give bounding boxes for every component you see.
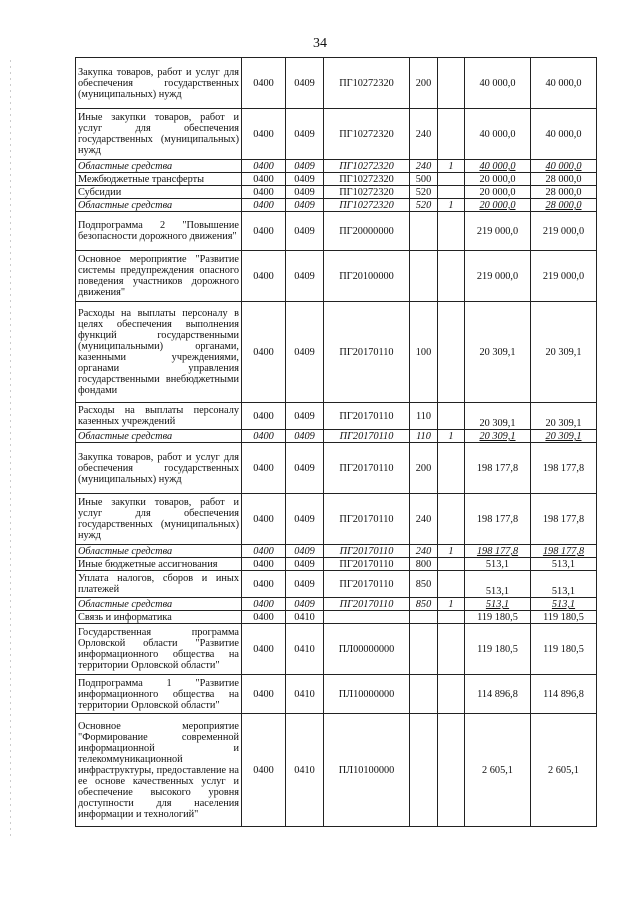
funding-source-cell: 1 [438,199,465,212]
row-name-cell: Иные бюджетные ассигнования [76,558,242,571]
table-row [76,186,597,199]
section-code-cell: 0400 [242,109,286,160]
subsection-code-cell: 0409 [286,545,324,558]
amount-year1-cell: 20 000,0 [465,199,531,212]
amount-year2-cell: 20 309,1 [531,430,597,443]
expense-type-cell: 240 [410,494,438,545]
expense-type-cell [410,624,438,675]
subsection-code-cell: 0409 [286,251,324,302]
subsection-code-cell: 0409 [286,598,324,611]
amount-year2-cell: 28 000,0 [531,186,597,199]
scan-margin-artifact [10,60,11,840]
funding-source-cell [438,251,465,302]
table-row [76,675,597,714]
expense-type-cell: 110 [410,430,438,443]
expense-type-cell: 520 [410,199,438,212]
subsection-code-cell: 0410 [286,611,324,624]
amount-year1-cell: 219 000,0 [465,251,531,302]
target-article-cell: ПГ20170110 [324,598,410,611]
table-row [76,443,597,494]
row-name-cell: Иные закупки товаров, работ и услуг для обеспечения государственных (муниципальных) нужд [76,109,242,160]
section-code-cell: 0400 [242,212,286,251]
row-name-cell: Субсидии [76,186,242,199]
subsection-code-cell: 0409 [286,571,324,598]
amount-year2-cell: 114 896,8 [531,675,597,714]
amount-year2-cell: 119 180,5 [531,624,597,675]
table-row [76,558,597,571]
funding-source-cell [438,675,465,714]
table-row [76,58,597,109]
table-row [76,430,597,443]
expense-type-cell: 240 [410,160,438,173]
amount-year2-cell: 198 177,8 [531,443,597,494]
amount-year1-cell: 20 000,0 [465,186,531,199]
funding-source-cell: 1 [438,160,465,173]
table-row [76,571,597,598]
expense-type-cell: 500 [410,173,438,186]
row-name-cell: Уплата налогов, сборов и иных платежей [76,571,242,598]
funding-source-cell [438,109,465,160]
subsection-code-cell: 0409 [286,430,324,443]
expense-type-cell: 800 [410,558,438,571]
subsection-code-cell: 0410 [286,714,324,827]
expense-type-cell: 200 [410,58,438,109]
section-code-cell: 0400 [242,624,286,675]
target-article-cell: ПГ10272320 [324,160,410,173]
funding-source-cell [438,58,465,109]
subsection-code-cell: 0409 [286,173,324,186]
section-code-cell: 0400 [242,251,286,302]
target-article-cell: ПГ10272320 [324,199,410,212]
amount-year1-cell: 119 180,5 [465,611,531,624]
amount-year1-cell: 2 605,1 [465,714,531,827]
section-code-cell: 0400 [242,675,286,714]
funding-source-cell [438,611,465,624]
table-row [76,173,597,186]
table-row [76,598,597,611]
subsection-code-cell: 0409 [286,186,324,199]
amount-year2-cell: 40 000,0 [531,160,597,173]
target-article-cell: ПГ20170110 [324,571,410,598]
target-article-cell: ПГ10272320 [324,186,410,199]
section-code-cell: 0400 [242,714,286,827]
target-article-cell: ПГ20170110 [324,494,410,545]
target-article-cell: ПГ10272320 [324,173,410,186]
amount-year1-cell: 20 000,0 [465,173,531,186]
amount-year1-cell: 20 309,1 [465,302,531,403]
amount-year2-cell: 513,1 [531,558,597,571]
table-row [76,611,597,624]
table-row [76,212,597,251]
section-code-cell: 0400 [242,558,286,571]
amount-year2-cell: 40 000,0 [531,109,597,160]
section-code-cell: 0400 [242,571,286,598]
amount-year1-cell: 20 309,1 [465,430,531,443]
subsection-code-cell: 0410 [286,675,324,714]
subsection-code-cell: 0409 [286,160,324,173]
amount-year2-cell: 219 000,0 [531,212,597,251]
expense-type-cell: 100 [410,302,438,403]
subsection-code-cell: 0409 [286,302,324,403]
section-code-cell: 0400 [242,199,286,212]
amount-year1-cell: 219 000,0 [465,212,531,251]
amount-year1-cell: 198 177,8 [465,443,531,494]
row-name-cell: Областные средства [76,545,242,558]
table-body [76,58,597,827]
funding-source-cell [438,186,465,199]
target-article-cell: ПГ20170110 [324,545,410,558]
expense-type-cell: 240 [410,109,438,160]
amount-year2-cell: 119 180,5 [531,611,597,624]
subsection-code-cell: 0409 [286,109,324,160]
row-name-cell: Областные средства [76,199,242,212]
row-name-cell: Межбюджетные трансферты [76,173,242,186]
expense-type-cell [410,611,438,624]
expense-type-cell [410,212,438,251]
funding-source-cell [438,494,465,545]
table-row [76,302,597,403]
funding-source-cell [438,571,465,598]
amount-year1-cell: 114 896,8 [465,675,531,714]
section-code-cell: 0400 [242,173,286,186]
section-code-cell: 0400 [242,611,286,624]
row-name-cell: Расходы на выплаты персоналу в целях обеспечения выполнения функций государственными (муниципальными) органами, казенными учреждениями, органами управления государственными внебюджетными фондами [76,302,242,403]
expense-type-cell: 520 [410,186,438,199]
target-article-cell: ПГ20170110 [324,558,410,571]
amount-year2-cell: 28 000,0 [531,173,597,186]
target-article-cell: ПГ20170110 [324,302,410,403]
amount-year1-cell: 198 177,8 [465,545,531,558]
table-row [76,251,597,302]
funding-source-cell [438,624,465,675]
expense-type-cell [410,714,438,827]
amount-year2-cell: 40 000,0 [531,58,597,109]
amount-year2-cell: 198 177,8 [531,545,597,558]
amount-year1-cell: 40 000,0 [465,58,531,109]
section-code-cell: 0400 [242,302,286,403]
row-name-cell: Основное мероприятие "Развитие системы предупреждения опасного поведения участников дорожного движения" [76,251,242,302]
amount-year1-cell: 40 000,0 [465,160,531,173]
amount-year1-cell: 20 309,1 [465,403,531,430]
row-name-cell: Подпрограмма 1 "Развитие информационного общества на территории Орловской области" [76,675,242,714]
target-article-cell [324,611,410,624]
funding-source-cell [438,403,465,430]
target-article-cell: ПГ10272320 [324,58,410,109]
amount-year1-cell: 119 180,5 [465,624,531,675]
row-name-cell: Закупка товаров, работ и услуг для обеспечения государственных (муниципальных) нужд [76,58,242,109]
row-name-cell: Связь и информатика [76,611,242,624]
table-row [76,545,597,558]
expense-type-cell: 850 [410,571,438,598]
subsection-code-cell: 0409 [286,403,324,430]
subsection-code-cell: 0409 [286,494,324,545]
funding-source-cell [438,443,465,494]
table-row [76,109,597,160]
amount-year2-cell: 513,1 [531,571,597,598]
expense-type-cell: 850 [410,598,438,611]
amount-year1-cell: 513,1 [465,571,531,598]
subsection-code-cell: 0409 [286,558,324,571]
amount-year2-cell: 20 309,1 [531,302,597,403]
amount-year2-cell: 28 000,0 [531,199,597,212]
target-article-cell: ПГ20170110 [324,430,410,443]
page-number: 34 [313,36,327,51]
funding-source-cell [438,558,465,571]
section-code-cell: 0400 [242,160,286,173]
expense-type-cell: 200 [410,443,438,494]
target-article-cell: ПГ10272320 [324,109,410,160]
amount-year1-cell: 198 177,8 [465,494,531,545]
table-row [76,714,597,827]
amount-year2-cell: 198 177,8 [531,494,597,545]
subsection-code-cell: 0409 [286,212,324,251]
table-row [76,403,597,430]
row-name-cell: Областные средства [76,598,242,611]
funding-source-cell [438,714,465,827]
funding-source-cell [438,302,465,403]
target-article-cell: ПГ20000000 [324,212,410,251]
funding-source-cell [438,173,465,186]
table-row [76,199,597,212]
target-article-cell: ПЛ10100000 [324,714,410,827]
table-row [76,494,597,545]
row-name-cell: Закупка товаров, работ и услуг для обеспечения государственных (муниципальных) нужд [76,443,242,494]
budget-table [75,57,597,827]
funding-source-cell: 1 [438,545,465,558]
funding-source-cell [438,212,465,251]
row-name-cell: Государственная программа Орловской области "Развитие информационного общества на территории Орловской области" [76,624,242,675]
row-name-cell: Областные средства [76,160,242,173]
subsection-code-cell: 0409 [286,443,324,494]
target-article-cell: ПЛ10000000 [324,675,410,714]
amount-year1-cell: 513,1 [465,598,531,611]
table-row [76,160,597,173]
amount-year2-cell: 20 309,1 [531,403,597,430]
row-name-cell: Расходы на выплаты персоналу казенных учреждений [76,403,242,430]
table-row [76,624,597,675]
target-article-cell: ПГ20170110 [324,403,410,430]
row-name-cell: Областные средства [76,430,242,443]
subsection-code-cell: 0409 [286,58,324,109]
section-code-cell: 0400 [242,430,286,443]
section-code-cell: 0400 [242,186,286,199]
section-code-cell: 0400 [242,403,286,430]
expense-type-cell [410,675,438,714]
amount-year1-cell: 513,1 [465,558,531,571]
target-article-cell: ПЛ00000000 [324,624,410,675]
section-code-cell: 0400 [242,545,286,558]
target-article-cell: ПГ20100000 [324,251,410,302]
amount-year1-cell: 40 000,0 [465,109,531,160]
expense-type-cell [410,251,438,302]
amount-year2-cell: 219 000,0 [531,251,597,302]
row-name-cell: Иные закупки товаров, работ и услуг для обеспечения государственных (муниципальных) нужд [76,494,242,545]
section-code-cell: 0400 [242,494,286,545]
section-code-cell: 0400 [242,598,286,611]
amount-year2-cell: 513,1 [531,598,597,611]
funding-source-cell: 1 [438,430,465,443]
target-article-cell: ПГ20170110 [324,443,410,494]
subsection-code-cell: 0410 [286,624,324,675]
section-code-cell: 0400 [242,58,286,109]
expense-type-cell: 110 [410,403,438,430]
subsection-code-cell: 0409 [286,199,324,212]
section-code-cell: 0400 [242,443,286,494]
row-name-cell: Основное мероприятие "Формирование современной информационной и телекоммуникационной инфраструктуры, предоставление на ее основе качественных услуг и обеспечение высокого уровня доступности для населения информации и технологий" [76,714,242,827]
row-name-cell: Подпрограмма 2 "Повышение безопасности дорожного движения" [76,212,242,251]
funding-source-cell: 1 [438,598,465,611]
amount-year2-cell: 2 605,1 [531,714,597,827]
expense-type-cell: 240 [410,545,438,558]
